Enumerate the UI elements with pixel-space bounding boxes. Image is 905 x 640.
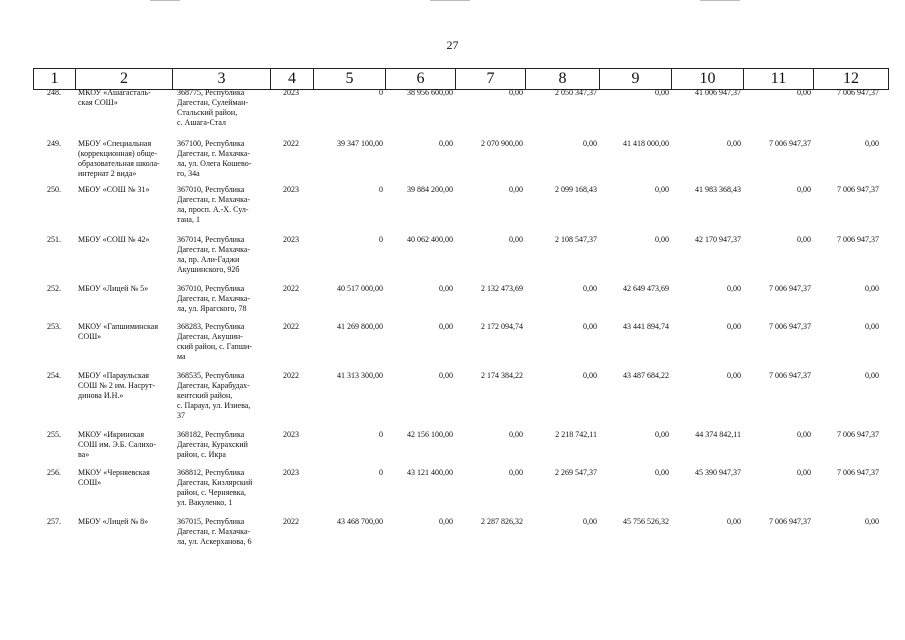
row-number: 249. [47, 139, 61, 148]
row-number: 250. [47, 185, 61, 194]
row-number: 252. [47, 284, 61, 293]
col6-value: 43 121 400,00 [407, 468, 453, 477]
col8-value: 2 269 547,37 [555, 468, 597, 477]
col11-value: 7 006 947,37 [769, 371, 811, 380]
col7-value: 0,00 [509, 430, 523, 439]
col5-value: 0 [379, 430, 383, 439]
col10-value: 41 006 947,37 [695, 88, 741, 97]
column-header-5: 5 [313, 69, 385, 89]
year: 2022 [283, 517, 299, 526]
school-address: 367014, Республика Дагестан, г. Махачка- ла, пр. Али-Гаджи Акушинского, 92б [177, 235, 251, 274]
col5-value: 39 347 100,00 [337, 139, 383, 148]
year: 2022 [283, 284, 299, 293]
col10-value: 41 983 368,43 [695, 185, 741, 194]
school-name: МБОУ «Специальная (коррекционная) обще- образовательная школа- интернат 2 вида» [78, 139, 160, 178]
col6-value: 0,00 [439, 322, 453, 331]
col9-value: 0,00 [655, 468, 669, 477]
col11-value: 7 006 947,37 [769, 517, 811, 526]
column-header-1: 1 [33, 69, 75, 89]
column-header-4: 4 [270, 69, 313, 89]
page-number: 27 [446, 38, 459, 52]
col8-value: 2 050 347,37 [555, 88, 597, 97]
col5-value: 41 269 800,00 [337, 322, 383, 331]
col5-value: 40 517 000,00 [337, 284, 383, 293]
col5-value: 0 [379, 185, 383, 194]
col7-value: 2 287 826,32 [481, 517, 523, 526]
col6-value: 38 956 600,00 [407, 88, 453, 97]
col12-value: 0,00 [865, 322, 879, 331]
school-address: 367010, Республика Дагестан, г. Махачка- ла, просп. А.-Х. Сул- тана, 1 [177, 185, 251, 224]
col12-value: 0,00 [865, 517, 879, 526]
row-number: 248. [47, 88, 61, 97]
col10-value: 45 390 947,37 [695, 468, 741, 477]
column-header-7: 7 [455, 69, 525, 89]
col9-value: 0,00 [655, 430, 669, 439]
column-header-2: 2 [75, 69, 172, 89]
school-address: 368775, Республика Дагестан, Сулейман- Стальский район, с. Ашага-Стал [177, 88, 249, 127]
col11-value: 7 006 947,37 [769, 284, 811, 293]
col5-value: 0 [379, 235, 383, 244]
col12-value: 7 006 947,37 [837, 235, 879, 244]
col10-value: 0,00 [727, 517, 741, 526]
year: 2023 [283, 468, 299, 477]
col9-value: 43 441 894,74 [623, 322, 669, 331]
school-address: 368283, Республика Дагестан, Акушин- ский район, с. Гапши- ма [177, 322, 252, 361]
col10-value: 0,00 [727, 371, 741, 380]
col12-value: 7 006 947,37 [837, 88, 879, 97]
col12-value: 0,00 [865, 284, 879, 293]
col11-value: 7 006 947,37 [769, 322, 811, 331]
col10-value: 0,00 [727, 322, 741, 331]
school-name: МБОУ «Параульская СОШ № 2 им. Насрут- динова И.Н.» [78, 371, 156, 400]
column-header-12: 12 [813, 69, 889, 89]
column-header-9: 9 [599, 69, 671, 89]
col5-value: 0 [379, 468, 383, 477]
col6-value: 0,00 [439, 371, 453, 380]
col10-value: 42 170 947,37 [695, 235, 741, 244]
col12-value: 7 006 947,37 [837, 468, 879, 477]
col10-value: 0,00 [727, 284, 741, 293]
col8-value: 0,00 [583, 517, 597, 526]
col10-value: 44 374 842,11 [695, 430, 741, 439]
col9-value: 41 418 000,00 [623, 139, 669, 148]
school-address: 367015, Республика Дагестан, г. Махачка- ла, ул. Аскерханова, 6 [177, 517, 252, 546]
col8-value: 2 099 168,43 [555, 185, 597, 194]
col9-value: 42 649 473,69 [623, 284, 669, 293]
year: 2022 [283, 371, 299, 380]
col8-value: 0,00 [583, 284, 597, 293]
col11-value: 0,00 [797, 185, 811, 194]
col7-value: 2 174 384,22 [481, 371, 523, 380]
col9-value: 0,00 [655, 88, 669, 97]
col11-value: 0,00 [797, 430, 811, 439]
school-name: МБОУ «Лицей № 5» [78, 284, 149, 293]
col11-value: 0,00 [797, 88, 811, 97]
column-header-8: 8 [525, 69, 599, 89]
school-name: МКОУ «Икринская СОШ им. Э.Б. Салихо- ва» [78, 430, 156, 459]
school-address: 368182, Республика Дагестан, Курахский район, с. Икра [177, 430, 248, 459]
col12-value: 0,00 [865, 139, 879, 148]
school-address: 368812, Республика Дагестан, Кизлярский район, с. Черняевка, ул. Вакуленко, 1 [177, 468, 253, 507]
col6-value: 0,00 [439, 284, 453, 293]
col12-value: 0,00 [865, 371, 879, 380]
school-address: 367010, Республика Дагестан, г. Махачка- ла, ул. Ярагского, 78 [177, 284, 251, 313]
col8-value: 0,00 [583, 139, 597, 148]
col11-value: 7 006 947,37 [769, 139, 811, 148]
year: 2022 [283, 139, 299, 148]
row-number: 254. [47, 371, 61, 380]
school-name: МБОУ «СОШ № 42» [78, 235, 150, 244]
col8-value: 0,00 [583, 371, 597, 380]
column-header-3: 3 [172, 69, 270, 89]
col6-value: 0,00 [439, 139, 453, 148]
column-header-11: 11 [743, 69, 813, 89]
col9-value: 0,00 [655, 235, 669, 244]
school-address: 367100, Республика Дагестан, г. Махачка- ла, ул. Олега Кошево- го, 34а [177, 139, 252, 178]
row-number: 256. [47, 468, 61, 477]
col8-value: 2 218 742,11 [555, 430, 597, 439]
column-header-6: 6 [385, 69, 455, 89]
col5-value: 0 [379, 88, 383, 97]
col5-value: 41 313 300,00 [337, 371, 383, 380]
year: 2022 [283, 322, 299, 331]
col6-value: 39 884 200,00 [407, 185, 453, 194]
col8-value: 2 108 547,37 [555, 235, 597, 244]
col12-value: 7 006 947,37 [837, 430, 879, 439]
col11-value: 0,00 [797, 468, 811, 477]
col6-value: 40 062 400,00 [407, 235, 453, 244]
col6-value: 0,00 [439, 517, 453, 526]
col7-value: 2 132 473,69 [481, 284, 523, 293]
col7-value: 2 070 900,00 [481, 139, 523, 148]
year: 2023 [283, 235, 299, 244]
col7-value: 0,00 [509, 88, 523, 97]
col7-value: 0,00 [509, 235, 523, 244]
col10-value: 0,00 [727, 139, 741, 148]
year: 2023 [283, 185, 299, 194]
year: 2023 [283, 430, 299, 439]
row-number: 251. [47, 235, 61, 244]
col9-value: 0,00 [655, 185, 669, 194]
col9-value: 43 487 684,22 [623, 371, 669, 380]
col8-value: 0,00 [583, 322, 597, 331]
col7-value: 0,00 [509, 468, 523, 477]
col5-value: 43 468 700,00 [337, 517, 383, 526]
row-number: 257. [47, 517, 61, 526]
school-address: 368535, Республика Дагестан, Карабудах- кентский район, с. Параул, ул. Изиева, 37 [177, 371, 251, 420]
school-name: МБОУ «Лицей № 8» [78, 517, 149, 526]
col11-value: 0,00 [797, 235, 811, 244]
school-name: МКОУ «Ашагасталь- ская СОШ» [78, 88, 151, 107]
school-name: МКОУ «Черняевская СОШ» [78, 468, 150, 487]
col12-value: 7 006 947,37 [837, 185, 879, 194]
col6-value: 42 156 100,00 [407, 430, 453, 439]
school-name: МБОУ «СОШ № 31» [78, 185, 150, 194]
school-name: МКОУ «Гапшиминская СОШ» [78, 322, 159, 341]
col7-value: 2 172 094,74 [481, 322, 523, 331]
col9-value: 45 756 526,32 [623, 517, 669, 526]
row-number: 255. [47, 430, 61, 439]
col7-value: 0,00 [509, 185, 523, 194]
table-header [33, 68, 889, 90]
column-header-10: 10 [671, 69, 743, 89]
year: 2023 [283, 88, 299, 97]
row-number: 253. [47, 322, 61, 331]
